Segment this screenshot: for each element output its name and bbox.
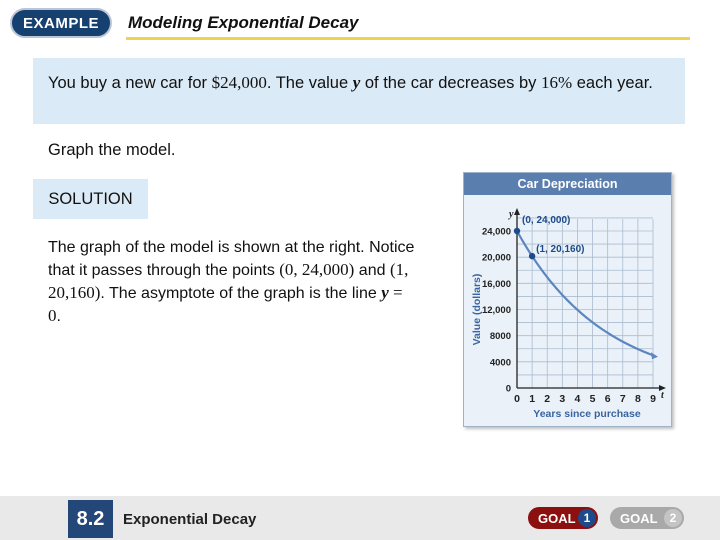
y-tick-label: 4000 [489, 357, 511, 369]
x-axis-var: t [661, 390, 664, 401]
point-label: (1, 20,160) [536, 244, 585, 256]
x-axis-title: Years since purchase [533, 408, 641, 420]
goal-2-label: GOAL [620, 510, 658, 526]
point-1-text: (0, 24,000) [279, 260, 355, 279]
x-tick-label: 5 [589, 393, 596, 405]
x-tick-label: 4 [574, 393, 581, 405]
asymptote-eq: = 0 [48, 283, 403, 325]
solution-label: SOLUTION [33, 179, 148, 219]
goal-1-button[interactable] [528, 507, 598, 529]
instruction-text: Graph the model. [48, 141, 176, 159]
x-tick-label: 1 [529, 393, 536, 405]
highlight-point [529, 253, 535, 259]
y-axis-title: Value (dollars) [471, 273, 483, 346]
x-tick-label: 7 [619, 393, 626, 405]
problem-text: You buy a new car for $24,000. The value y of the car decreases by 16% each year. [48, 73, 653, 92]
page-title: Modeling Exponential Decay [128, 13, 359, 32]
y-tick-label: 8000 [489, 331, 511, 343]
asymptote-var: y [381, 283, 389, 302]
point-label: (0, 24,000) [522, 215, 571, 226]
y-tick-label: 24,000 [481, 226, 511, 238]
chart-title: Car Depreciation [464, 173, 671, 195]
x-tick-label: 6 [604, 393, 611, 405]
x-tick-label: 3 [559, 393, 566, 405]
percent-value: 16% [540, 73, 573, 92]
x-tick-label: 8 [634, 393, 641, 405]
y-tick-label: 20,000 [481, 252, 511, 264]
problem-box [33, 58, 685, 124]
y-tick-label: 12,000 [481, 305, 511, 316]
curve-arrowhead [651, 352, 658, 359]
depreciation-chart [464, 195, 671, 426]
section-number: 8.2 [68, 500, 113, 538]
solution-text: The graph of the model is shown at the right. Notice that it passes through the points (0, 24,000) and (1, 20,160). The asymptote of the graph is the line y = 0. [48, 239, 415, 325]
y-tick-label: 16,000 [481, 278, 511, 290]
y-tick-label: 0 [505, 383, 511, 395]
example-badge: EXAMPLE [10, 8, 112, 38]
chart-card [463, 172, 672, 427]
goal-2-number: 2 [664, 509, 682, 527]
x-tick-label: 9 [650, 393, 656, 405]
highlight-point [514, 228, 520, 234]
y-axis-var: y [509, 209, 514, 220]
chart-axes [514, 208, 666, 391]
x-tick-label: 0 [514, 393, 520, 405]
goal-2-button[interactable] [610, 507, 684, 529]
y-axis-arrow [514, 208, 520, 215]
header-divider [126, 37, 690, 40]
variable-y: y [352, 73, 361, 92]
section-title: Exponential Decay [123, 511, 257, 528]
price-value: $24,000 [211, 73, 267, 92]
goal-1-number: 1 [578, 509, 596, 527]
point-2-text: (1, 20,160) [48, 260, 409, 302]
goal-1-label: GOAL [538, 510, 576, 526]
x-tick-label: 2 [544, 393, 551, 405]
